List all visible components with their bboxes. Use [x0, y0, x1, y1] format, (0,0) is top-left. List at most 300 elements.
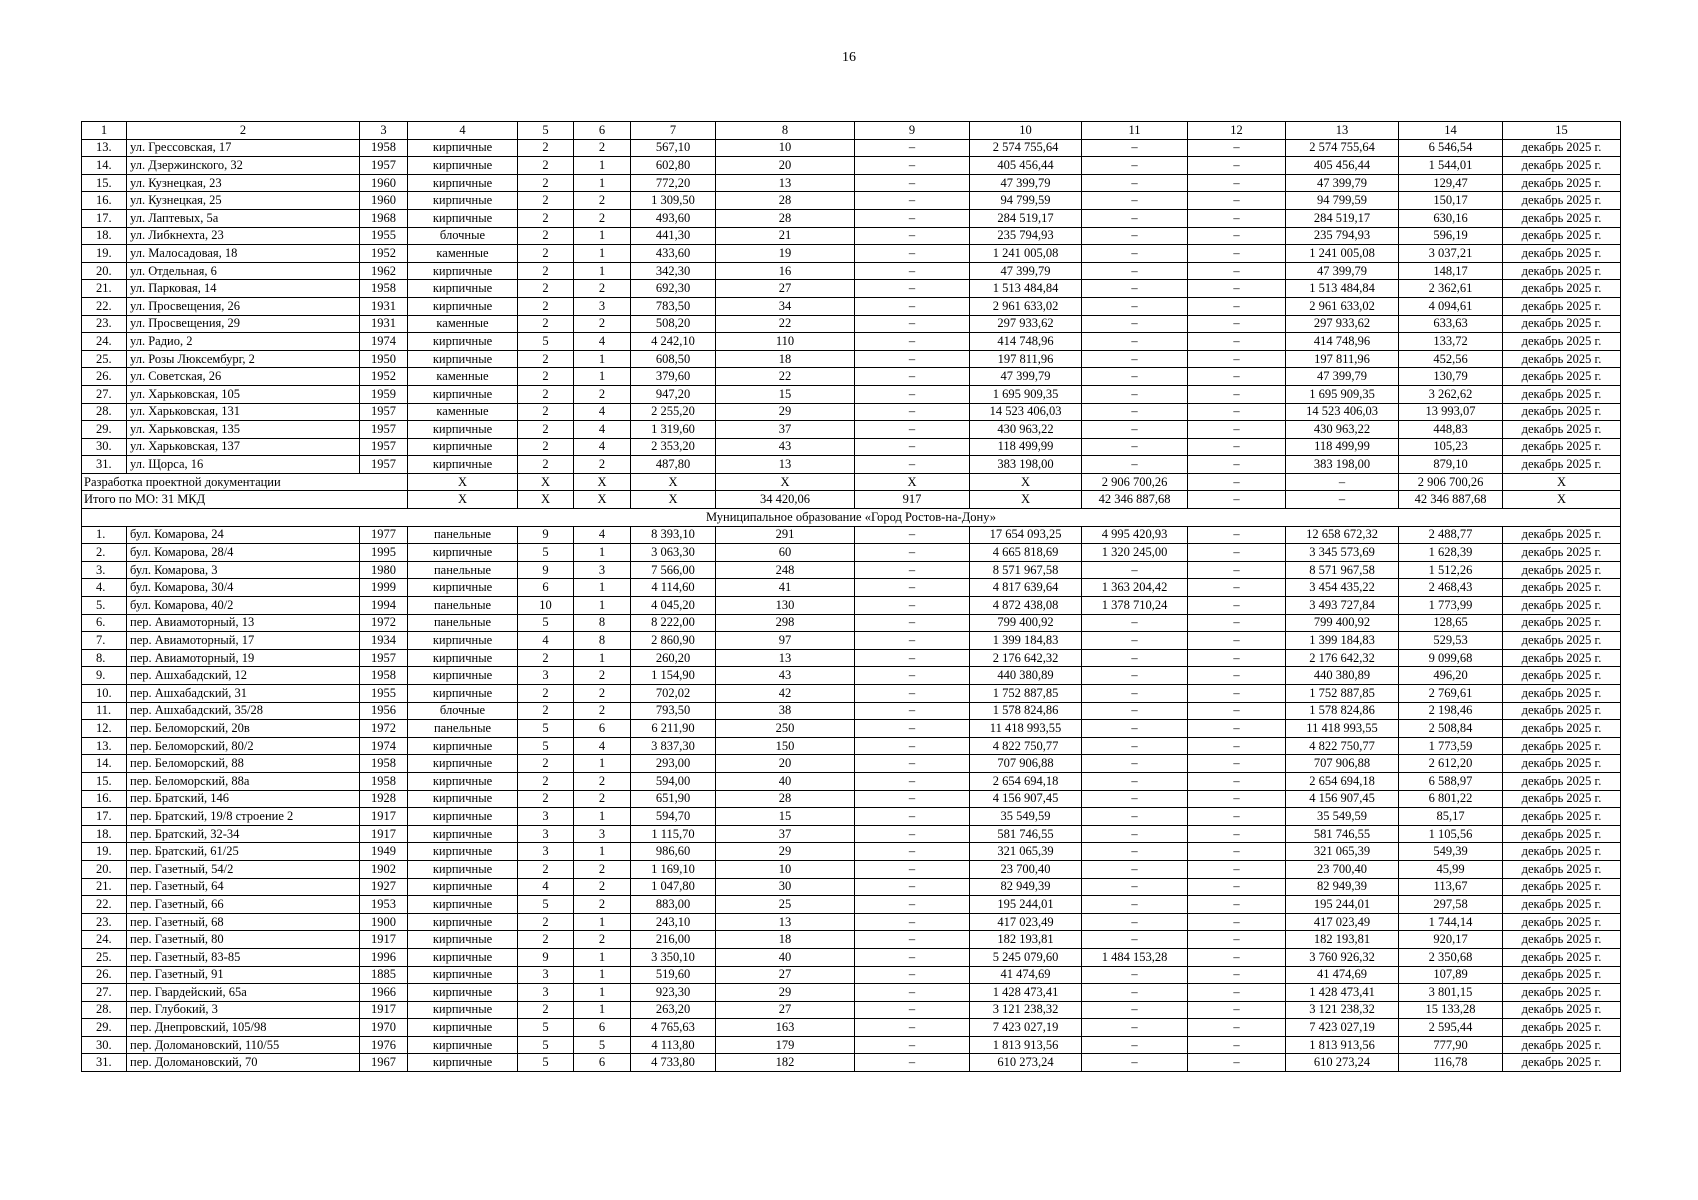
cell-col-5: 9: [518, 526, 574, 544]
cell-col-5: 3: [518, 843, 574, 861]
cell-col-11: –: [1082, 755, 1188, 773]
cell-col-15: декабрь 2025 г.: [1503, 966, 1621, 984]
cell-col-7: 4 114,60: [631, 579, 716, 597]
cell-col-8: 10: [716, 139, 855, 157]
cell-col-15: декабрь 2025 г.: [1503, 825, 1621, 843]
cell-col-6: 6: [574, 1054, 631, 1072]
cell-col-14: 85,17: [1399, 808, 1503, 826]
cell-col-1: 17.: [82, 209, 127, 227]
cell-col-6: 1: [574, 966, 631, 984]
cell-col-10: 321 065,39: [970, 843, 1082, 861]
cell-col-15: декабрь 2025 г.: [1503, 209, 1621, 227]
cell-col-10: 414 748,96: [970, 333, 1082, 351]
cell-col-1: 20.: [82, 860, 127, 878]
cell-col-11: –: [1082, 702, 1188, 720]
cell-col-6: 4: [574, 403, 631, 421]
cell-col-6: 6: [574, 720, 631, 738]
cell-col-15: декабрь 2025 г.: [1503, 984, 1621, 1002]
cell-col-5: 6: [518, 579, 574, 597]
table-row: [82, 421, 1621, 439]
cell-col-10: 8 571 967,58: [970, 561, 1082, 579]
cell-col-5: 2: [518, 368, 574, 386]
cell-col-4: кирпичные: [408, 896, 518, 914]
cell-col-8: 29: [716, 403, 855, 421]
cell-col-12: –: [1188, 245, 1286, 263]
cell-col-11: –: [1082, 913, 1188, 931]
cell-col-14: 920,17: [1399, 931, 1503, 949]
cell-col-2: пер. Газетный, 83-85: [127, 948, 360, 966]
cell-col-5: 2: [518, 649, 574, 667]
cell-col-2: ул. Отдельная, 6: [127, 262, 360, 280]
cell-col-11: –: [1082, 667, 1188, 685]
cell-col-2: пер. Днепровский, 105/98: [127, 1019, 360, 1037]
cell-col-5: 2: [518, 456, 574, 474]
cell-col-13: 8 571 967,58: [1286, 561, 1399, 579]
cell-col-11: –: [1082, 772, 1188, 790]
cell-col-7: 216,00: [631, 931, 716, 949]
cell-col-5: 2: [518, 209, 574, 227]
cell-col-13: 3 345 573,69: [1286, 544, 1399, 562]
cell-col-9: –: [855, 755, 970, 773]
cell-col-8: 43: [716, 667, 855, 685]
cell-col-7: 567,10: [631, 139, 716, 157]
cell-col-12: –: [1188, 368, 1286, 386]
cell-col-7: 4 113,80: [631, 1036, 716, 1054]
cell-col-7: 651,90: [631, 790, 716, 808]
cell-col-14: 2 612,20: [1399, 755, 1503, 773]
cell-col-10: 3 121 238,32: [970, 1001, 1082, 1019]
cell-col-5: 2: [518, 685, 574, 703]
cell-col-14: 129,47: [1399, 174, 1503, 192]
column-header-6: 6: [574, 122, 631, 140]
cell-col-12: –: [1188, 737, 1286, 755]
cell-col-3: 1917: [360, 808, 408, 826]
cell-col-6: 1: [574, 1001, 631, 1019]
cell-col-7: 793,50: [631, 702, 716, 720]
cell-col-10: 82 949,39: [970, 878, 1082, 896]
cell-col-12: –: [1188, 491, 1286, 509]
cell-col-14: 105,23: [1399, 438, 1503, 456]
cell-col-1: 26.: [82, 368, 127, 386]
cell-col-1: 31.: [82, 1054, 127, 1072]
cell-col-14: 116,78: [1399, 1054, 1503, 1072]
cell-col-4: каменные: [408, 245, 518, 263]
cell-col-13: 2 961 633,02: [1286, 297, 1399, 315]
cell-col-9: –: [855, 1001, 970, 1019]
cell-col-14: 596,19: [1399, 227, 1503, 245]
cell-col-4: панельные: [408, 526, 518, 544]
cell-col-4: кирпичные: [408, 843, 518, 861]
cell-col-9: –: [855, 649, 970, 667]
cell-col-3: 1931: [360, 297, 408, 315]
cell-col-11: 1 484 153,28: [1082, 948, 1188, 966]
cell-col-14: 297,58: [1399, 896, 1503, 914]
cell-col-4: кирпичные: [408, 632, 518, 650]
cell-col-4: кирпичные: [408, 421, 518, 439]
cell-col-11: –: [1082, 262, 1188, 280]
cell-col-1: 22.: [82, 297, 127, 315]
cell-col-7: X: [631, 473, 716, 491]
cell-col-2: бул. Комарова, 24: [127, 526, 360, 544]
cell-col-1: 13.: [82, 139, 127, 157]
cell-col-9: –: [855, 702, 970, 720]
cell-col-11: –: [1082, 984, 1188, 1002]
cell-col-11: 4 995 420,93: [1082, 526, 1188, 544]
cell-col-6: 2: [574, 790, 631, 808]
cell-col-14: 1 773,99: [1399, 597, 1503, 615]
table-row: [82, 860, 1621, 878]
cell-col-2: пер. Братский, 146: [127, 790, 360, 808]
cell-col-3: 1902: [360, 860, 408, 878]
cell-col-3: 1955: [360, 227, 408, 245]
cell-col-4: кирпичные: [408, 1001, 518, 1019]
cell-col-10: 7 423 027,19: [970, 1019, 1082, 1037]
cell-col-4: каменные: [408, 315, 518, 333]
cell-col-14: 2 906 700,26: [1399, 473, 1503, 491]
cell-col-1: 24.: [82, 333, 127, 351]
cell-col-5: 4: [518, 632, 574, 650]
cell-col-4: блочные: [408, 227, 518, 245]
cell-col-6: 1: [574, 368, 631, 386]
cell-col-2: пер. Беломорский, 20в: [127, 720, 360, 738]
cell-col-10: 383 198,00: [970, 456, 1082, 474]
cell-col-7: 508,20: [631, 315, 716, 333]
cell-col-11: 1 363 204,42: [1082, 579, 1188, 597]
cell-col-8: 20: [716, 157, 855, 175]
cell-col-4: кирпичные: [408, 878, 518, 896]
cell-col-13: 405 456,44: [1286, 157, 1399, 175]
cell-col-7: 3 063,30: [631, 544, 716, 562]
cell-col-6: 8: [574, 614, 631, 632]
cell-col-7: 8 393,10: [631, 526, 716, 544]
cell-col-2: ул. Либкнехта, 23: [127, 227, 360, 245]
cell-col-6: 1: [574, 157, 631, 175]
cell-col-12: –: [1188, 544, 1286, 562]
column-header-14: 14: [1399, 122, 1503, 140]
cell-col-5: 2: [518, 280, 574, 298]
cell-col-2: ул. Харьковская, 135: [127, 421, 360, 439]
cell-col-3: 1962: [360, 262, 408, 280]
cell-col-11: –: [1082, 966, 1188, 984]
cell-col-13: 3 493 727,84: [1286, 597, 1399, 615]
cell-col-2: ул. Дзержинского, 32: [127, 157, 360, 175]
cell-col-5: 3: [518, 808, 574, 826]
cell-col-8: 150: [716, 737, 855, 755]
cell-col-14: 2 350,68: [1399, 948, 1503, 966]
cell-col-1: 16.: [82, 790, 127, 808]
cell-col-2: бул. Комарова, 30/4: [127, 579, 360, 597]
cell-col-5: 2: [518, 913, 574, 931]
column-header-8: 8: [716, 122, 855, 140]
cell-col-4: панельные: [408, 614, 518, 632]
table-row: [82, 315, 1621, 333]
cell-col-12: –: [1188, 667, 1286, 685]
cell-col-11: –: [1082, 790, 1188, 808]
cell-col-3: 1967: [360, 1054, 408, 1072]
cell-col-7: 6 211,90: [631, 720, 716, 738]
cell-col-4: кирпичные: [408, 808, 518, 826]
cell-col-10: 4 822 750,77: [970, 737, 1082, 755]
cell-col-14: 2 198,46: [1399, 702, 1503, 720]
table-row: [82, 544, 1621, 562]
total-row: [82, 491, 1621, 509]
column-header-13: 13: [1286, 122, 1399, 140]
cell-col-11: –: [1082, 315, 1188, 333]
cell-col-10: 118 499,99: [970, 438, 1082, 456]
cell-col-12: –: [1188, 403, 1286, 421]
table-row: [82, 174, 1621, 192]
cell-col-8: 30: [716, 878, 855, 896]
cell-col-6: 2: [574, 878, 631, 896]
cell-col-12: –: [1188, 843, 1286, 861]
cell-col-15: декабрь 2025 г.: [1503, 245, 1621, 263]
cell-col-5: 5: [518, 896, 574, 914]
cell-col-8: 29: [716, 984, 855, 1002]
cell-col-8: 27: [716, 966, 855, 984]
cell-col-9: –: [855, 385, 970, 403]
cell-col-5: 2: [518, 772, 574, 790]
cell-col-3: 1917: [360, 931, 408, 949]
cell-col-12: –: [1188, 755, 1286, 773]
cell-col-7: 7 566,00: [631, 561, 716, 579]
cell-col-8: 291: [716, 526, 855, 544]
cell-col-3: 1974: [360, 737, 408, 755]
cell-col-2: бул. Комарова, 28/4: [127, 544, 360, 562]
cell-col-2: ул. Розы Люксембург, 2: [127, 350, 360, 368]
cell-col-3: 1952: [360, 245, 408, 263]
cell-col-3: 1917: [360, 1001, 408, 1019]
cell-col-14: 3 262,62: [1399, 385, 1503, 403]
cell-col-14: 777,90: [1399, 1036, 1503, 1054]
cell-col-11: –: [1082, 808, 1188, 826]
cell-col-5: 2: [518, 790, 574, 808]
cell-col-6: 2: [574, 931, 631, 949]
cell-col-11: –: [1082, 280, 1188, 298]
cell-col-4: кирпичные: [408, 772, 518, 790]
table-row: [82, 720, 1621, 738]
cell-col-10: 4 665 818,69: [970, 544, 1082, 562]
cell-col-1: 14.: [82, 755, 127, 773]
cell-col-12: –: [1188, 685, 1286, 703]
cell-col-9: –: [855, 227, 970, 245]
cell-col-9: –: [855, 315, 970, 333]
cell-col-14: 107,89: [1399, 966, 1503, 984]
cell-col-4: панельные: [408, 597, 518, 615]
cell-col-4: кирпичные: [408, 913, 518, 931]
cell-col-3: 1900: [360, 913, 408, 931]
cell-col-13: 47 399,79: [1286, 368, 1399, 386]
cell-col-4: кирпичные: [408, 1054, 518, 1072]
cell-col-15: декабрь 2025 г.: [1503, 333, 1621, 351]
cell-col-4: X: [408, 473, 518, 491]
table-row: [82, 561, 1621, 579]
cell-col-13: 430 963,22: [1286, 421, 1399, 439]
cell-col-13: 11 418 993,55: [1286, 720, 1399, 738]
cell-col-3: 1996: [360, 948, 408, 966]
cell-col-4: кирпичные: [408, 139, 518, 157]
cell-col-8: 37: [716, 421, 855, 439]
cell-col-12: –: [1188, 702, 1286, 720]
cell-col-15: декабрь 2025 г.: [1503, 737, 1621, 755]
cell-col-15: декабрь 2025 г.: [1503, 1054, 1621, 1072]
cell-col-9: –: [855, 808, 970, 826]
cell-col-10: 47 399,79: [970, 262, 1082, 280]
cell-col-11: –: [1082, 685, 1188, 703]
cell-col-7: 4 733,80: [631, 1054, 716, 1072]
cell-col-1: 27.: [82, 984, 127, 1002]
cell-col-9: –: [855, 438, 970, 456]
cell-col-1: 3.: [82, 561, 127, 579]
cell-col-7: 441,30: [631, 227, 716, 245]
cell-col-9: –: [855, 790, 970, 808]
cell-col-5: 5: [518, 614, 574, 632]
cell-col-2: пер. Беломорский, 80/2: [127, 737, 360, 755]
cell-col-15: декабрь 2025 г.: [1503, 878, 1621, 896]
cell-col-5: 2: [518, 860, 574, 878]
cell-col-4: кирпичные: [408, 579, 518, 597]
cell-col-9: –: [855, 297, 970, 315]
cell-col-1: 31.: [82, 456, 127, 474]
cell-col-8: 41: [716, 579, 855, 597]
table-row: [82, 614, 1621, 632]
cell-col-5: 3: [518, 966, 574, 984]
cell-col-7: 3 350,10: [631, 948, 716, 966]
cell-col-5: 3: [518, 667, 574, 685]
cell-col-13: 41 474,69: [1286, 966, 1399, 984]
table-row: [82, 297, 1621, 315]
cell-col-12: –: [1188, 174, 1286, 192]
cell-col-14: 133,72: [1399, 333, 1503, 351]
cell-col-2: бул. Комарова, 40/2: [127, 597, 360, 615]
cell-col-3: 1934: [360, 632, 408, 650]
cell-col-14: 879,10: [1399, 456, 1503, 474]
column-header-11: 11: [1082, 122, 1188, 140]
cell-col-2: ул. Просвещения, 29: [127, 315, 360, 333]
cell-col-1: 22.: [82, 896, 127, 914]
cell-col-13: 118 499,99: [1286, 438, 1399, 456]
cell-col-11: –: [1082, 227, 1188, 245]
table-row: [82, 1001, 1621, 1019]
cell-col-14: 1 105,56: [1399, 825, 1503, 843]
cell-col-12: –: [1188, 984, 1286, 1002]
cell-col-3: 1927: [360, 878, 408, 896]
cell-col-1: 29.: [82, 421, 127, 439]
cell-col-5: 2: [518, 227, 574, 245]
cell-col-1: 6.: [82, 614, 127, 632]
cell-col-11: –: [1082, 157, 1188, 175]
cell-col-4: кирпичные: [408, 456, 518, 474]
cell-col-15: X: [1503, 491, 1621, 509]
cell-col-15: декабрь 2025 г.: [1503, 385, 1621, 403]
cell-col-15: декабрь 2025 г.: [1503, 720, 1621, 738]
cell-col-13: 1 752 887,85: [1286, 685, 1399, 703]
cell-col-8: 60: [716, 544, 855, 562]
cell-col-6: 3: [574, 297, 631, 315]
cell-col-7: 1 169,10: [631, 860, 716, 878]
cell-col-5: 2: [518, 245, 574, 263]
cell-col-1: 25.: [82, 948, 127, 966]
cell-col-8: 28: [716, 790, 855, 808]
cell-col-6: 3: [574, 825, 631, 843]
cell-col-9: –: [855, 632, 970, 650]
cell-col-15: декабрь 2025 г.: [1503, 421, 1621, 439]
cell-col-14: 4 094,61: [1399, 297, 1503, 315]
cell-col-6: 4: [574, 438, 631, 456]
table-row: [82, 913, 1621, 931]
cell-col-15: X: [1503, 473, 1621, 491]
cell-col-2: ул. Грессовская, 17: [127, 139, 360, 157]
cell-col-14: 148,17: [1399, 262, 1503, 280]
column-header-12: 12: [1188, 122, 1286, 140]
cell-col-8: 21: [716, 227, 855, 245]
table-row: [82, 262, 1621, 280]
cell-col-13: 799 400,92: [1286, 614, 1399, 632]
cell-col-14: 630,16: [1399, 209, 1503, 227]
cell-col-3: 1959: [360, 385, 408, 403]
cell-col-11: 1 320 245,00: [1082, 544, 1188, 562]
column-header-15: 15: [1503, 122, 1621, 140]
cell-col-15: декабрь 2025 г.: [1503, 913, 1621, 931]
cell-col-15: декабрь 2025 г.: [1503, 544, 1621, 562]
cell-col-14: 6 546,54: [1399, 139, 1503, 157]
cell-col-4: кирпичные: [408, 157, 518, 175]
column-header-9: 9: [855, 122, 970, 140]
cell-col-11: –: [1082, 209, 1188, 227]
cell-col-14: 3 037,21: [1399, 245, 1503, 263]
cell-col-10: 440 380,89: [970, 667, 1082, 685]
cell-col-15: декабрь 2025 г.: [1503, 262, 1621, 280]
table-row: [82, 350, 1621, 368]
cell-col-9: –: [855, 860, 970, 878]
cell-col-8: 42: [716, 685, 855, 703]
cell-col-2: ул. Просвещения, 26: [127, 297, 360, 315]
table-row: [82, 438, 1621, 456]
cell-col-1: 7.: [82, 632, 127, 650]
cell-col-13: 1 241 005,08: [1286, 245, 1399, 263]
table-row: [82, 1054, 1621, 1072]
cell-col-6: 1: [574, 227, 631, 245]
cell-col-8: 27: [716, 280, 855, 298]
cell-col-12: –: [1188, 632, 1286, 650]
cell-col-15: декабрь 2025 г.: [1503, 227, 1621, 245]
cell-col-10: 4 817 639,64: [970, 579, 1082, 597]
cell-col-10: 799 400,92: [970, 614, 1082, 632]
cell-col-12: –: [1188, 438, 1286, 456]
cell-col-13: 23 700,40: [1286, 860, 1399, 878]
cell-col-6: 1: [574, 544, 631, 562]
cell-col-14: 130,79: [1399, 368, 1503, 386]
cell-col-10: X: [970, 473, 1082, 491]
cell-col-8: 27: [716, 1001, 855, 1019]
cell-col-2: пер. Газетный, 91: [127, 966, 360, 984]
cell-col-14: 128,65: [1399, 614, 1503, 632]
cell-col-2: пер. Газетный, 66: [127, 896, 360, 914]
cell-col-2: ул. Кузнецкая, 23: [127, 174, 360, 192]
cell-col-2: ул. Малосадовая, 18: [127, 245, 360, 263]
cell-col-9: –: [855, 561, 970, 579]
cell-col-7: 594,70: [631, 808, 716, 826]
cell-col-1: 30.: [82, 1036, 127, 1054]
cell-col-3: 1958: [360, 667, 408, 685]
table-row: [82, 245, 1621, 263]
cell-col-5: 2: [518, 931, 574, 949]
table-row: [82, 385, 1621, 403]
cell-col-7: 608,50: [631, 350, 716, 368]
column-header-7: 7: [631, 122, 716, 140]
design-docs-row: [82, 473, 1621, 491]
cell-col-5: 2: [518, 421, 574, 439]
cell-col-8: 29: [716, 843, 855, 861]
